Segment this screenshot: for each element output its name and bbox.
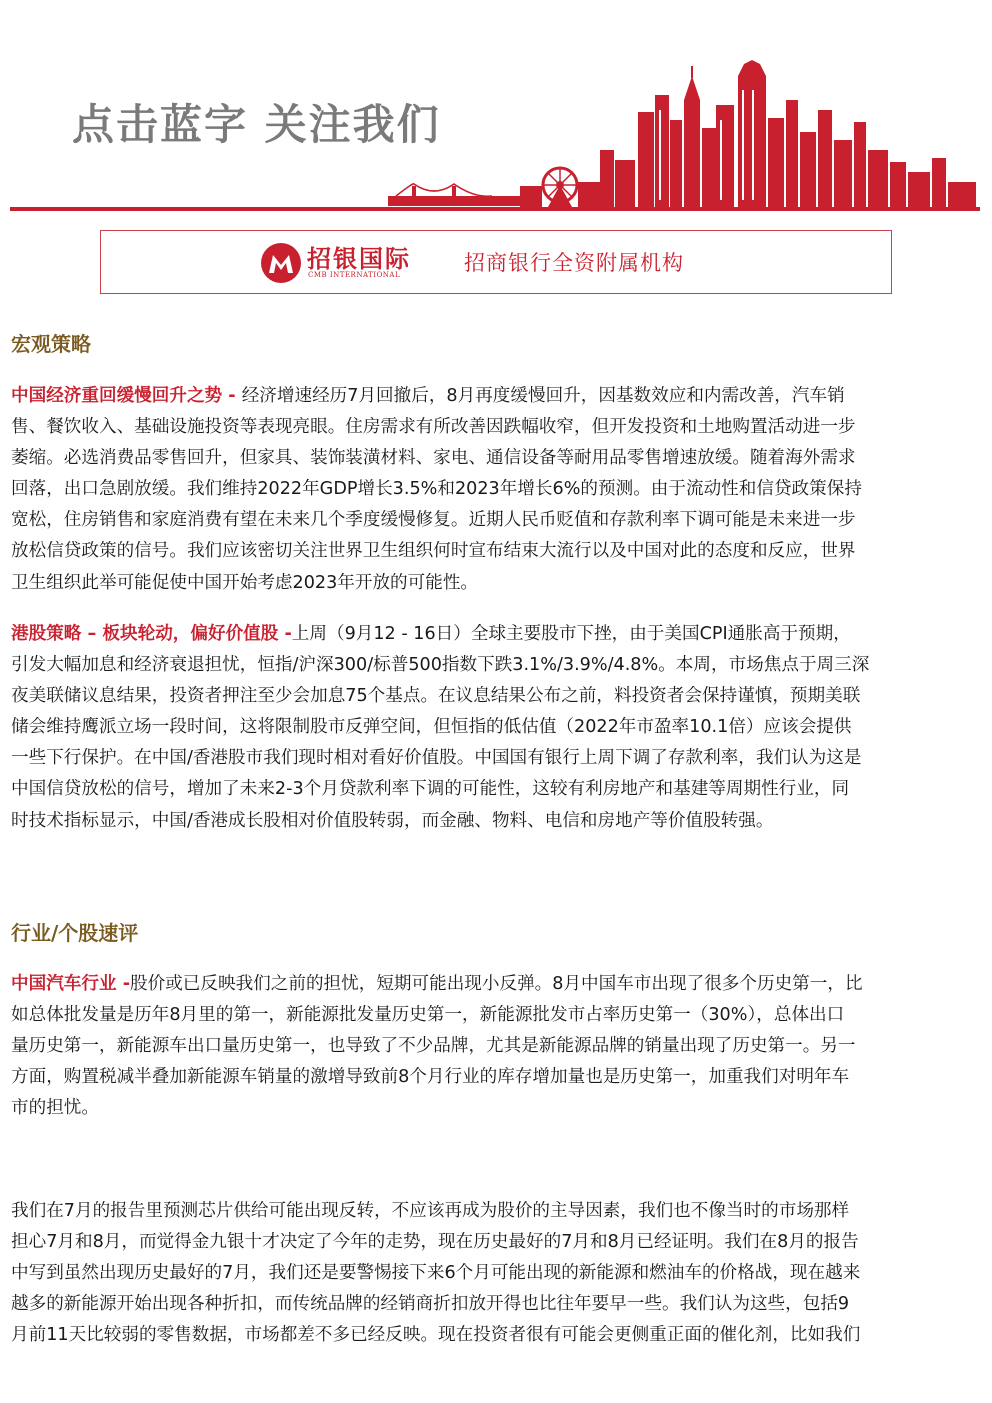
paragraph-line: 时技术指标显示，中国/香港成长股相对价值股转弱，而金融、物料、电信和房地产等价值股转强。: [11, 810, 774, 831]
paragraph-line: 卫生组织此举可能促使中国开始考虑2023年开放的可能性。: [11, 572, 479, 593]
paragraph-lead: 中国汽车行业 -: [11, 974, 130, 994]
paragraph-line: 宽松，住房销售和家庭消费有望在未来几个季度缓慢修复。近期人民币贬值和存款利率下调可能是未来进一步: [11, 510, 856, 531]
paragraph-line: 担心7月和8月，而觉得金九银十才决定了今年的走势，现在历史最好的7月和8月已经证明。我们在8月的报告: [11, 1232, 859, 1253]
paragraph-hk-strategy: [11, 619, 983, 837]
paragraph-line: 中写到虽然出现历史最好的7月，我们还是要警惕接下来6个月可能出现的新能源和燃油车的价格战，现在越来: [11, 1263, 861, 1284]
paragraph-line: 中国汽车行业 -股价或已反映我们之前的担忧，短期可能出现小反弹。8月中国车市出现了很多个历史第一，比: [11, 974, 863, 994]
brand-box: [100, 230, 892, 294]
header-banner: [0, 0, 992, 215]
logo-english-text: CMB INTERNATIONAL: [308, 271, 401, 279]
paragraph-line: 月前11天比较弱的零售数据，市场都差不多已经反映。现在投资者很有可能会更侧重正面的催化剂，比如我们: [11, 1325, 861, 1346]
paragraph-line: 我们在7月的报告里预测芯片供给可能出现反转，不应该再成为股价的主导因素，我们也不像当时的市场那样: [11, 1201, 850, 1221]
section-heading-industry: 行业/个股速评: [11, 921, 139, 945]
paragraph-line: 越多的新能源开始出现各种折扣，而传统品牌的经销商折扣放开得也比往年要早一些。我们认为这些，包括9: [11, 1294, 850, 1315]
brand-tagline: 招商银行全资附属机构: [464, 251, 684, 275]
paragraph-lead: 中国经济重回缓慢回升之势 -: [11, 386, 242, 406]
paragraph-auto-outlook: [11, 1196, 983, 1351]
paragraph-line: 引发大幅加息和经济衰退担忧，恒指/沪深300/标普500指数下跌3.1%/3.9%/4.8%。本周，市场焦点于周三深: [11, 655, 870, 676]
paragraph-line: 萎缩。必选消费品零售回升，但家具、装饰装潢材料、家电、通信设备等耐用品零售增速放缓。随着海外需求: [11, 448, 856, 469]
city-skyline-illustration: [0, 0, 992, 215]
paragraph-line: 回落，出口急剧放缓。我们维持2022年GDP增长3.5%和2023年增长6%的预测。由于流动性和信贷政策保持: [11, 479, 862, 500]
paragraph-line: 港股策略 – 板块轮动，偏好价值股 -上周（9月12 - 16日）全球主要股市下挫，由于美国CPI通胀高于预期，: [11, 624, 851, 644]
paragraph-line: 储会维持鹰派立场一段时间，这将限制股市反弹空间，但恒指的低估值（2022年市盈率10.1倍）应该会提供: [11, 717, 852, 738]
paragraph-line: 如总体批发量是历年8月里的第一，新能源批发量历史第一，新能源批发市占率历史第一（30%），总体出口: [11, 1005, 845, 1026]
paragraph-line: 夜美联储议息结果，投资者押注至少会加息75个基点。在议息结果公布之前，料投资者会保持谨慎，预期美联: [11, 686, 861, 707]
paragraph-line: 放松信贷政策的信号。我们应该密切关注世界卫生组织何时宣布结束大流行以及中国对此的态度和反应，世界: [11, 541, 856, 562]
paragraph-china-auto: [11, 969, 983, 1124]
paragraph-line: 中国经济重回缓慢回升之势 - 经济增速经历7月回撤后，8月再度缓慢回升，因基数效应和内需改善，汽车销: [11, 386, 845, 406]
paragraph-line: 售、餐饮收入、基础设施投资等表现亮眼。住房需求有所改善因跌幅收窄，但开发投资和土地购置活动进一步: [11, 417, 856, 438]
paragraph-lead: 港股策略 – 板块轮动，偏好价值股 -: [11, 624, 292, 644]
section-heading-macro: 宏观策略: [11, 332, 91, 356]
logo-chinese-text: 招银国际: [307, 245, 411, 273]
paragraph-line: 量历史第一，新能源车出口量历史第一，也导致了不少品牌，尤其是新能源品牌的销量出现了历史第一。另一: [11, 1036, 856, 1057]
paragraph-line: 一些下行保护。在中国/香港股市我们现时相对看好价值股。中国国有银行上周下调了存款利率，我们认为这是: [11, 748, 862, 769]
paragraph-line: 市的担忧。: [11, 1098, 99, 1119]
paragraph-china-economy: [11, 381, 983, 599]
paragraph-line: 方面，购置税减半叠加新能源车销量的激增导致前8个月行业的库存增加量也是历史第一，加重我们对明年车: [11, 1067, 850, 1088]
banner-title: 点击蓝字 关注我们: [72, 100, 441, 149]
paragraph-line: 中国信贷放松的信号，增加了未来2-3个月贷款利率下调的可能性，这较有利房地产和基建等周期性行业，同: [11, 779, 850, 800]
cmb-logo-icon: [259, 241, 303, 285]
